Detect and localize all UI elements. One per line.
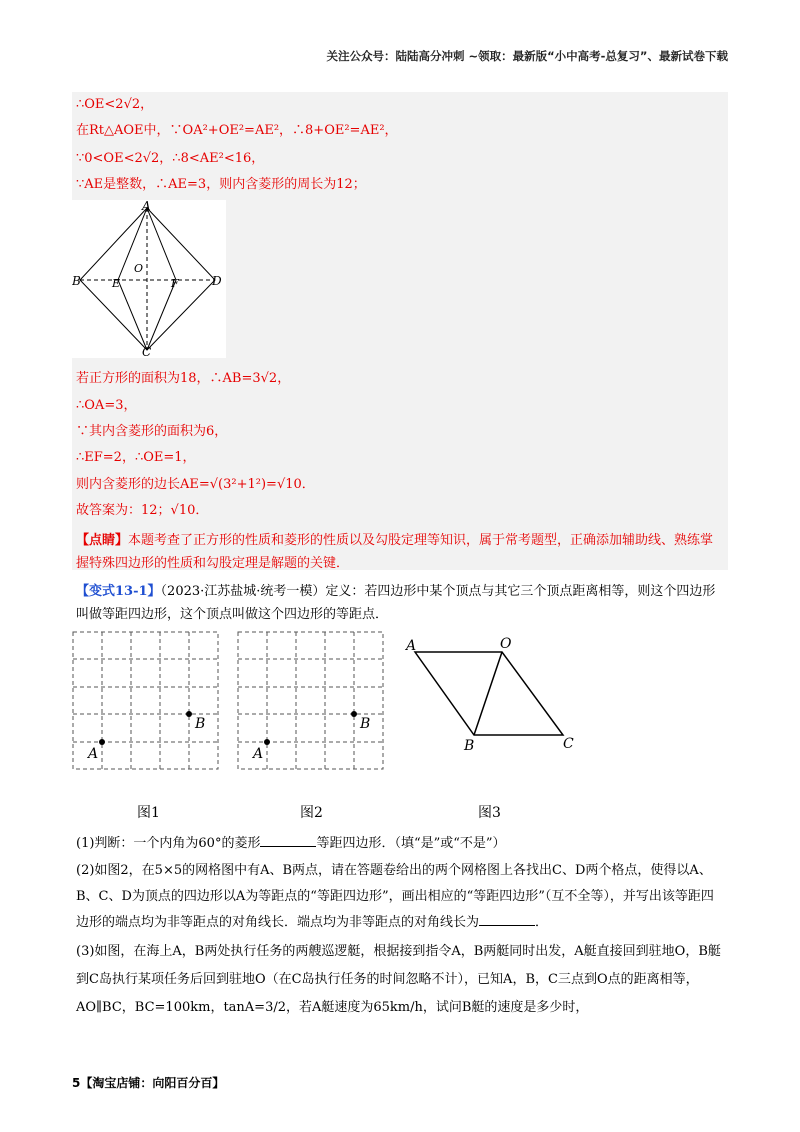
question-2-end: ． xyxy=(535,915,549,930)
answer-blank-2[interactable] xyxy=(479,913,535,926)
fig3-label-B: B xyxy=(464,738,475,754)
figure-caption-2: 图2 xyxy=(300,805,323,821)
figure-caption-3: 图3 xyxy=(478,805,501,821)
solution-line: ∴OE<2√2， xyxy=(76,97,154,112)
page-header: 关注公众号：陆陆高分冲刺 ~领取：最新版“小中高考-总复习”、最新试卷下载 xyxy=(326,49,728,63)
solution-line: 若正方形的面积为18，∴AB=3√2， xyxy=(76,371,291,386)
solution-line: 在Rt△AOE中，∵OA²+OE²=AE²，∴8+OE²=AE²， xyxy=(76,123,398,138)
solution-line: ∵AE是整数，∴AE=3，则内含菱形的周长为12； xyxy=(76,177,366,192)
grid-label-B: B xyxy=(360,716,371,732)
problem-tag: 【变式13-1】 xyxy=(76,584,161,599)
figure-label-C: C xyxy=(142,345,152,358)
figure-label-F: F xyxy=(171,277,179,290)
solution-line: ∴OA=3， xyxy=(76,398,137,413)
square-rhombus-figure xyxy=(72,200,226,358)
page-footer: 5【淘宝店铺：向阳百分百】 xyxy=(72,1076,225,1090)
dianjing-paragraph xyxy=(76,529,726,575)
fig3-label-O: O xyxy=(500,636,512,652)
problem-intro xyxy=(76,580,726,626)
grid-label-A: A xyxy=(253,746,264,762)
figure-label-O: O xyxy=(134,262,144,275)
parallelogram-svg xyxy=(400,632,590,757)
dianjing-text: 本题考查了正方形的性质和菱形的性质以及勾股定理等知识，属于常考题型，正确添加辅助线、熟练掌握特殊四边形的性质和勾股定理是解题的关键． xyxy=(76,533,714,571)
solution-line: ∴EF=2，∴OE=1， xyxy=(76,450,196,465)
figure-label-D: D xyxy=(212,274,222,288)
grid-point-A xyxy=(264,739,270,745)
grid-figure-2 xyxy=(237,630,387,776)
parallelogram-figure xyxy=(400,632,590,761)
figure-caption-1: 图1 xyxy=(137,805,160,821)
figure-label-E: E xyxy=(112,277,121,290)
fig3-label-A: A xyxy=(406,638,417,654)
answer-blank-1[interactable] xyxy=(260,834,316,847)
grid-point-B xyxy=(351,711,357,717)
question-2 xyxy=(76,858,726,936)
solution-line: ∵其内含菱形的面积为6， xyxy=(76,424,228,439)
solution-line: 故答案为：12；√10． xyxy=(76,503,209,518)
question-1-text-a: (1)判断：一个内角为60°的菱形 xyxy=(76,836,261,851)
solution-line: 则内含菱形的边长AE=√(3²+1²)=√10． xyxy=(76,477,315,492)
fig3-label-C: C xyxy=(563,736,574,752)
grid-figure-1 xyxy=(72,630,222,776)
grid-label-A: A xyxy=(88,746,99,762)
problem-intro-text: 定义：若四边形中某个顶点与其它三个顶点距离相等，则这个四边形叫做等距四边形，这个顶点叫做这个四边形的等距点． xyxy=(76,584,716,622)
solution-line: ∵0<OE<2√2，∴8<AE²<16， xyxy=(76,151,265,166)
question-1 xyxy=(76,834,506,853)
grid-point-B xyxy=(186,711,192,717)
figure-label-B: B xyxy=(72,274,81,288)
question-1-text-b: 等距四边形．（填“是”或“不是”） xyxy=(316,836,506,851)
figure-label-A: A xyxy=(142,200,151,213)
grid-1-svg xyxy=(72,630,222,772)
dianjing-tag: 【点睛】 xyxy=(76,533,129,548)
grid-2-svg xyxy=(237,630,387,772)
problem-source: （2023·江苏盐城·统考一模） xyxy=(160,584,326,599)
question-3: (3)如图，在海上A，B两处执行任务的两艘巡逻艇，根据接到指令A，B两艇同时出发，A艇直接回到驻地O，B艇到C岛执行某项任务后回到驻地O（在C岛执行任务的时间忽略不计），已知A，B，C三点到O点的距离相等，AO∥BC，BC=100km，tanA=3/2，若A艇速度为65km/h，试问B艇的速度是多少时， xyxy=(76,944,721,1015)
grid-point-A xyxy=(99,739,105,745)
grid-label-B: B xyxy=(195,716,206,732)
question-2-text: (2)如图2，在5×5的网格图中有A、B两点，请在答题卷给出的两个网格图上各找出C、D两个格点，使得以A、B、C、D为顶点的四边形以A为等距点的“等距四边形”，画出相应的“等距四边形”（互不全等），并写出该等距四边形的端点均为非等距点的对角线长．端点均为非等距点的对角线长为 xyxy=(76,863,714,930)
